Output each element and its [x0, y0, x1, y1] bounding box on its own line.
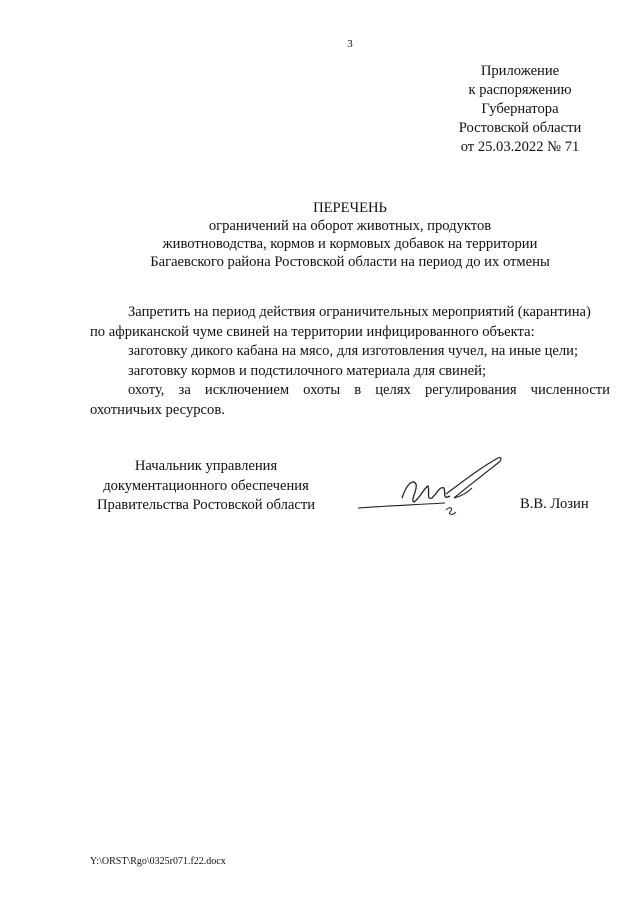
body-line: Запретить на период действия ограничительных мероприятий (карантина) — [128, 304, 591, 320]
signatory-position-line: Правительства Ростовской области — [96, 497, 316, 513]
body-line: заготовку дикого кабана на мясо, для изготовления чучел, на иные цели; — [128, 343, 579, 359]
appendix-line: Приложение — [480, 63, 560, 79]
title-line: ограничений на оборот животных, продуктов — [208, 218, 492, 234]
signatory-position-line: документационного обеспечения — [103, 477, 309, 494]
appendix-block — [440, 62, 600, 157]
document-title — [60, 199, 640, 271]
file-path: Y:\ORST\Rgo\0325r071.f22.docx — [90, 856, 226, 867]
signatory-position-line: Начальник управления — [134, 458, 278, 474]
body-line: охотничьих ресурсов. — [90, 401, 225, 418]
body-line: заготовку кормов и подстилочного материала для свиней; — [128, 362, 487, 379]
appendix-line: Губернатора — [481, 101, 559, 117]
body-text — [90, 303, 610, 420]
page-number: 3 — [347, 38, 353, 50]
appendix-line: к распоряжению — [468, 82, 572, 98]
title-heading: ПЕРЕЧЕНЬ — [313, 200, 387, 216]
title-line: Багаевского района Ростовской области на период до их отмены — [150, 254, 550, 270]
signatory-name: В.В. Лозин — [520, 496, 589, 512]
body-line: охоту, за исключением охоты в целях регулирования численности — [128, 382, 610, 398]
signatory-position — [88, 457, 324, 516]
appendix-line: Ростовской области — [458, 120, 582, 136]
body-line: по африканской чуме свиней на территории инфицированного объекта: — [90, 323, 535, 340]
title-line: животноводства, кормов и кормовых добавок на территории — [162, 236, 538, 252]
handwritten-signature — [350, 448, 510, 523]
appendix-date-number: от 25.03.2022 № 71 — [460, 139, 580, 155]
